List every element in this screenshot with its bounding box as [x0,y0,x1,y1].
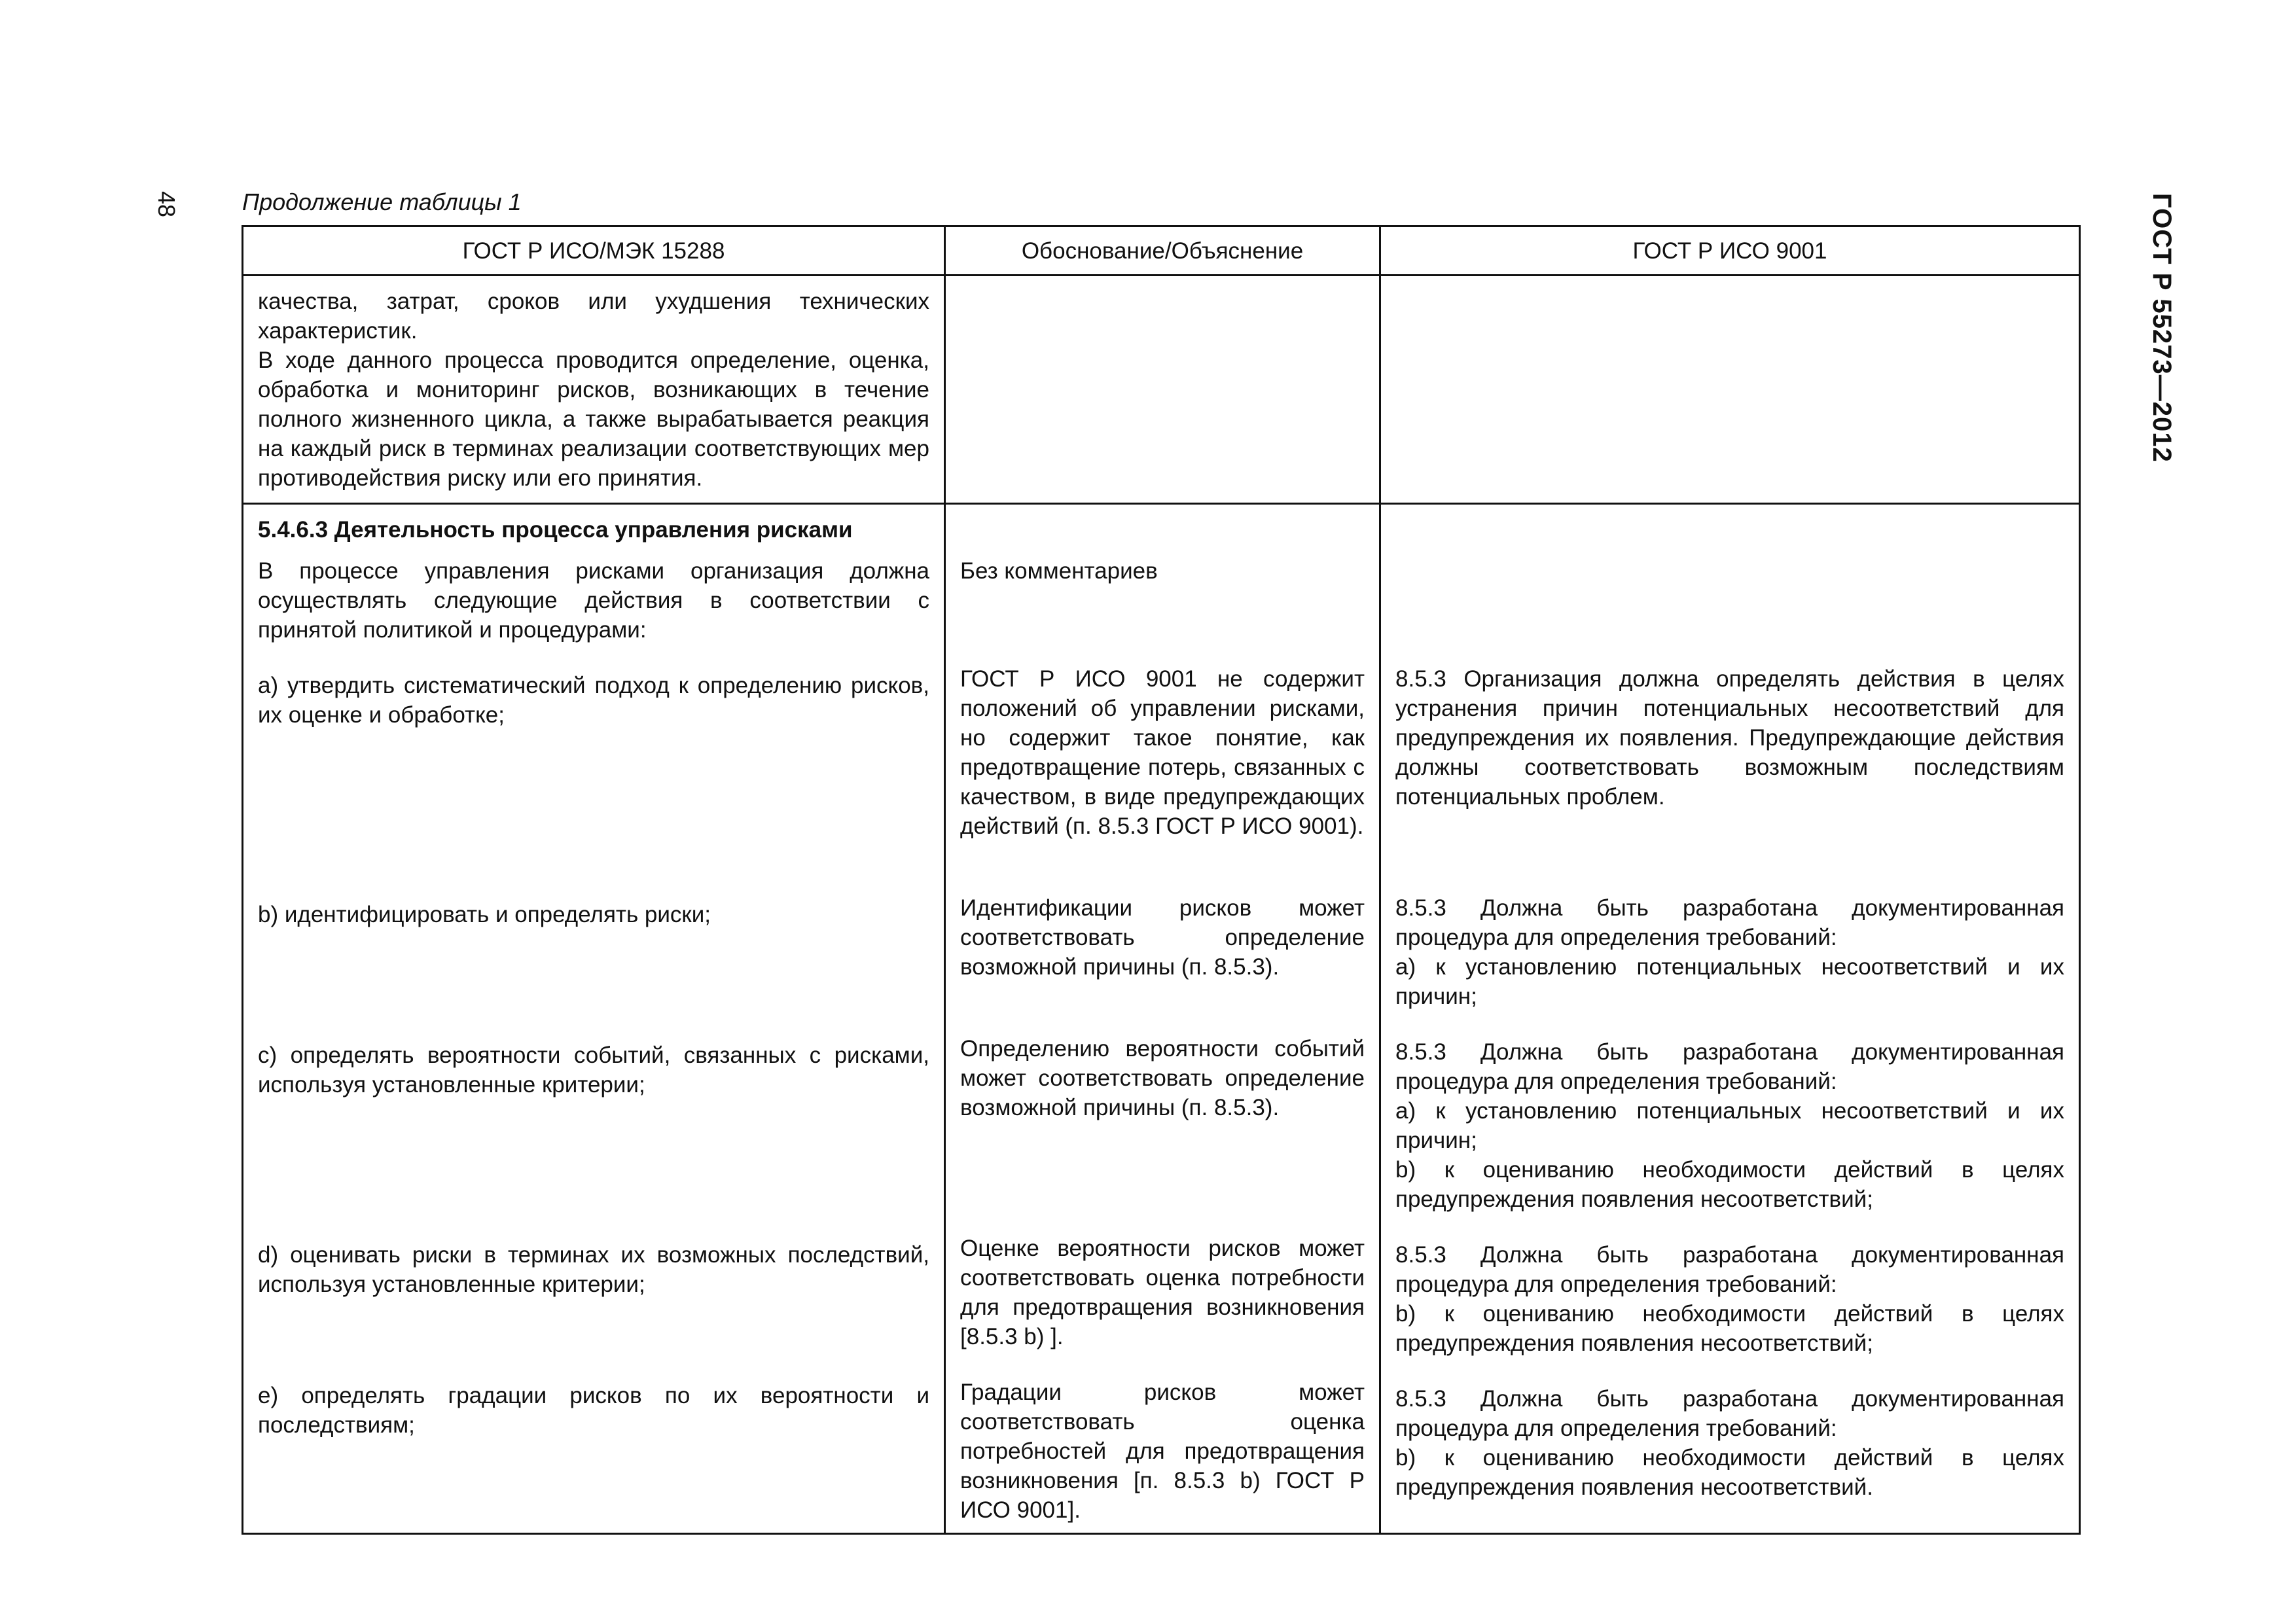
item-a-col2: ГОСТ Р ИСО 9001 не содержит положений об управлении рисками, но содержит такое понятие, как предотвращение потерь, связанных с качеством, в виде предупреждающих действий (п. 8.5.3 ГОСТ Р ИСО 9001). [960,666,1365,839]
item-b-col2: Идентификации рисков может соответствовать определение возможной причины (п. 8.5.3). [960,895,1365,980]
item-c-col3: 8.5.3 Должна быть разработана документированная процедура для определения требований: а) к установлению потенциальных несоответствий и их причин; b) к оцениванию необходимости действий в целях предупреждения появления несоответствий; [1395,1039,2064,1212]
row1-col1: качества, затрат, сроков или ухудшения технических характеристик. В ходе данного процесса проводится определение, оценка, обработка и мониторинг рисков, возникающих в течение полного жизненного цикла, а также вырабатывается реакция на каждый риск в терминах реализации соответствующих мер противодействия риску или его принятия. [243,276,945,504]
item-b-col1: b) идентифицировать и определять риски; [258,902,711,927]
table-continuation-caption: Продолжение таблицы 1 [242,188,522,215]
page-number: 48 [153,191,180,218]
item-a-col1: a) утвердить систематический подход к определению рисков, их оценке и обработке; [258,673,929,728]
item-e-col1: e) определять градации рисков по их вероятности и последствиям; [258,1383,929,1438]
table-row [243,276,2080,504]
item-d-col1: d) оценивать риски в терминах их возможных последствий, используя установленные критерии; [258,1242,929,1297]
header-gost-15288: ГОСТ Р ИСО/МЭК 15288 [243,226,945,276]
intro-col3 [1395,556,2064,638]
intro-text: В процессе управления рисками организация должна осуществлять следующие действия в соответствии с принятой политикой и процедурами: [258,558,929,643]
header-gost-9001: ГОСТ Р ИСО 9001 [1380,226,2080,276]
header-justification: Обоснование/Объяснение [945,226,1380,276]
item-c-col1: c) определять вероятности событий, связанных с рисками, используя установленные критерии; [258,1043,929,1097]
table-header-row [243,226,2080,276]
row1-col2 [945,276,1380,504]
item-a-col3: 8.5.3 Организация должна определять действия в целях устранения причин потенциальных несоответствий для предупреждения их появления. Предупреждающие действия должны соответствовать возможным последствиям потенциальных проблем. [1395,666,2064,810]
row1-col3 [1380,276,2080,504]
item-d-col3: 8.5.3 Должна быть разработана документированная процедура для определения требований: b) к оцениванию необходимости действий в целях предупреждения появления несоответствий; [1395,1242,2064,1356]
document-code: ГОСТ Р 55273—2012 [2147,193,2176,463]
item-c-col2: Определению вероятности событий может соответствовать определение возможной причины (п. 8.5.3). [960,1036,1365,1120]
section-col1 [243,504,945,1534]
section-col2 [945,504,1380,1534]
item-e-col2: Градации рисков может соответствовать оценка потребностей для предотвращения возникновения [п. 8.5.3 b) ГОСТ Р ИСО 9001]. [960,1380,1365,1523]
table-row [243,504,2080,1534]
section-col3 [1380,504,2080,1534]
item-e-col3: 8.5.3 Должна быть разработана документированная процедура для определения требований: b) к оцениванию необходимости действий в целях предупреждения появления несоответствий. [1395,1386,2064,1500]
section-title: 5.4.6.3 Деятельность процесса управления рисками [258,517,853,543]
item-b-col3: 8.5.3 Должна быть разработана документированная процедура для определения требований: а) к установлению потенциальных несоответствий и их причин; [1395,895,2064,1009]
intro-comment: Без комментариев [960,558,1158,584]
item-d-col2: Оценке вероятности рисков может соответствовать оценка потребности для предотвращения возникновения [8.5.3 b) ]. [960,1236,1365,1349]
comparison-table [242,225,2081,1535]
